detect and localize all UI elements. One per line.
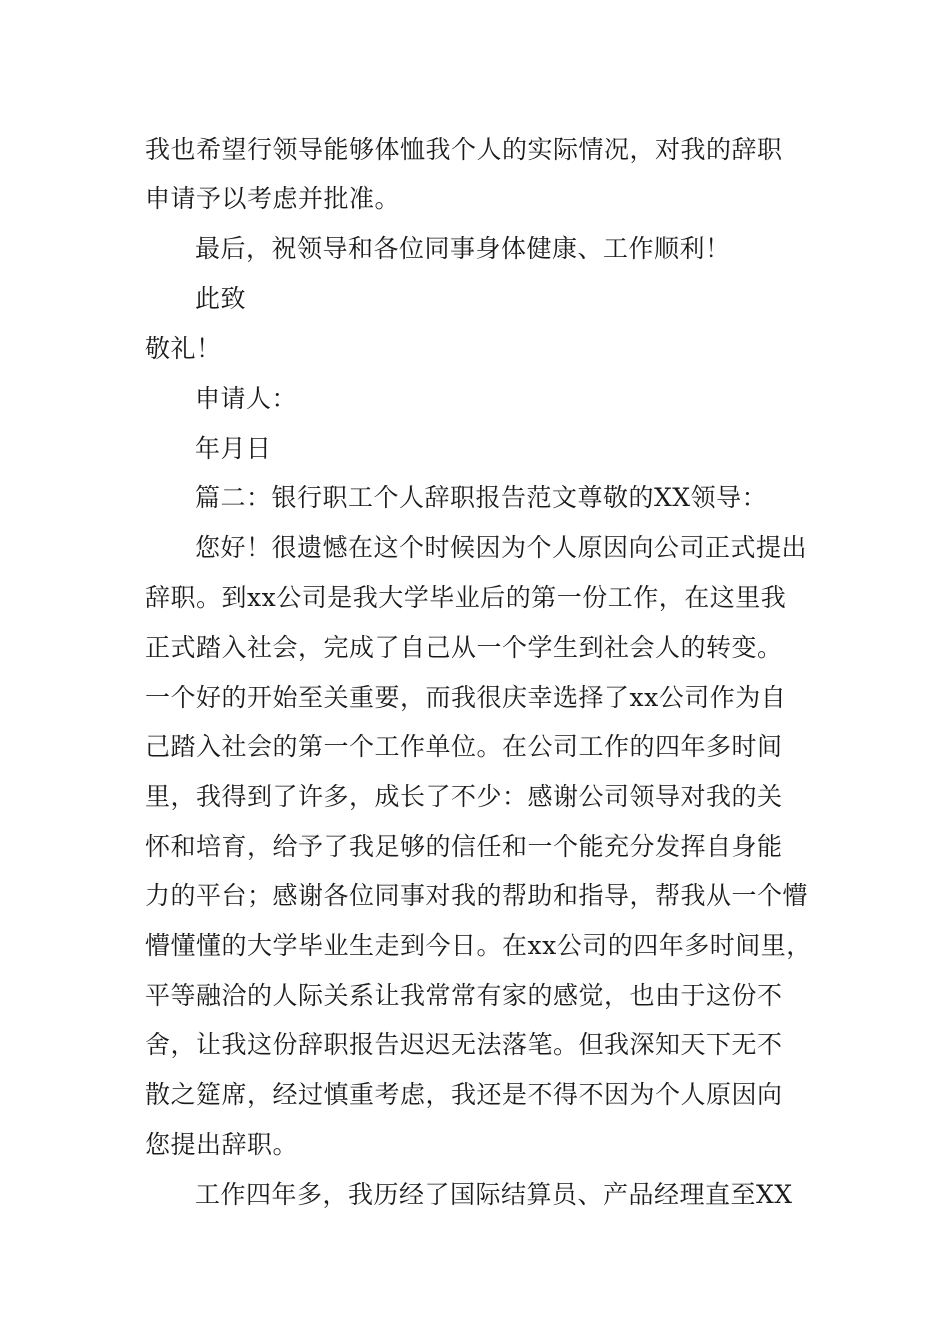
text-line-11: 正式踏入社会，完成了自己从一个学生到社会人的转变。 xyxy=(145,633,783,662)
text-line-9: 您好！很遗憾在这个时候因为个人原因向公司正式提出 xyxy=(195,533,808,562)
text-line-16: 力的平台；感谢各位同事对我的帮助和指导，帮我从一个懵 xyxy=(145,881,809,910)
text-line-19: 舍，让我这份辞职报告迟迟无法落笔。但我深知天下无不 xyxy=(145,1030,783,1059)
text-line-13: 己踏入社会的第一个工作单位。在公司工作的四年多时间 xyxy=(145,732,783,761)
text-line-12: 一个好的开始至关重要，而我很庆幸选择了xx公司作为自 xyxy=(145,683,787,712)
text-line-21: 您提出辞职。 xyxy=(145,1130,299,1159)
text-line-2: 申请予以考虑并批准。 xyxy=(145,184,401,213)
text-line-17: 懵懂懂的大学毕业生走到今日。在xx公司的四年多时间里， xyxy=(145,931,812,960)
text-line-15: 怀和培育，给予了我足够的信任和一个能充分发挥自身能 xyxy=(145,832,783,861)
text-line-18: 平等融洽的人际关系让我常常有家的感觉，也由于这份不 xyxy=(145,981,783,1010)
text-line-3: 最后，祝领导和各位同事身体健康、工作顺利！ xyxy=(195,234,731,263)
text-line-8: 篇二：银行职工个人辞职报告范文尊敬的XX领导： xyxy=(195,483,768,512)
text-line-5: 敬礼！ xyxy=(145,334,222,363)
text-line-6: 申请人： xyxy=(195,384,298,413)
text-line-4: 此致 xyxy=(195,284,247,313)
text-line-14: 里，我得到了许多，成长了不少：感谢公司领导对我的关 xyxy=(145,782,783,811)
text-line-22: 工作四年多，我历经了国际结算员、产品经理直至XX xyxy=(195,1180,793,1209)
text-line-1: 我也希望行领导能够体恤我个人的实际情况，对我的辞职 xyxy=(145,135,783,164)
text-line-10: 辞职。到xx公司是我大学毕业后的第一份工作，在这里我 xyxy=(145,583,787,612)
text-line-7: 年月日 xyxy=(195,434,272,463)
text-line-20: 散之筵席，经过慎重考虑，我还是不得不因为个人原因向 xyxy=(145,1080,783,1109)
